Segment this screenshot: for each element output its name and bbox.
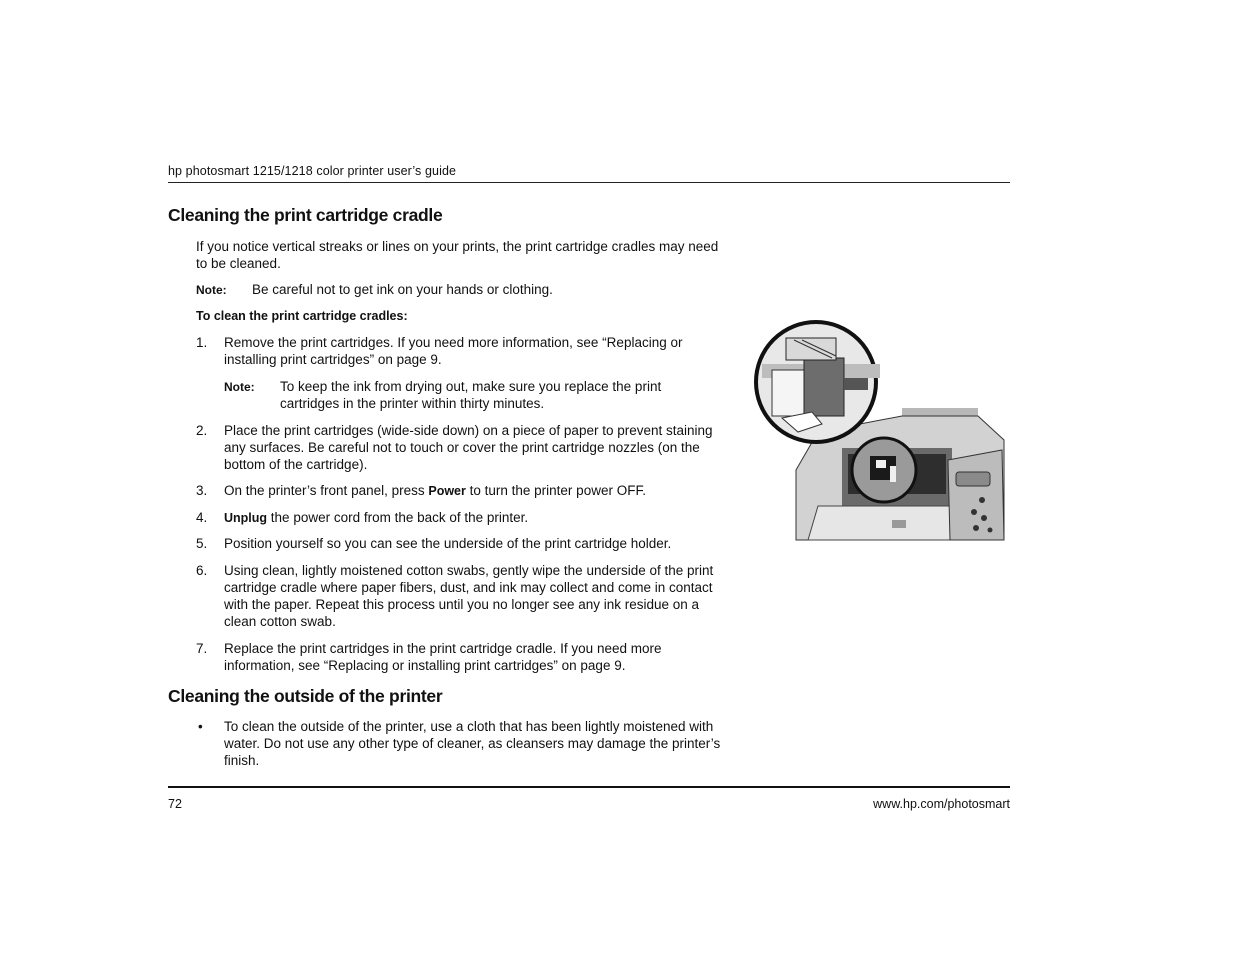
step-2-line-3: bottom of the cartridge). [224,457,368,472]
magnified-cradle-circle [756,322,880,442]
step-7-line-1: Replace the print cartridges in the print cartridge cradle. If you need more [224,641,662,656]
step-number: 4. [196,510,208,525]
step-3-text: On the printer’s front panel, press Power to turn the printer power OFF. [224,483,646,498]
step-4-text: Unplug the power cord from the back of the printer. [224,510,529,525]
outside-line-1: To clean the outside of the printer, use a cloth that has been lightly moistened with [224,719,714,734]
step-1-note-line-2: cartridges in the printer within thirty minutes. [280,396,545,411]
step-number: 5. [196,536,208,551]
cradle-detail-circle [852,438,916,502]
header-rule [168,182,1010,183]
section-heading-outside: Cleaning the outside of the printer [168,686,443,706]
footer-rule [168,786,1010,788]
step-1-note-label: Note: [224,380,255,394]
page-number: 72 [168,797,182,811]
step-6-line-4: clean cotton swab. [224,614,336,629]
step-6-line-1: Using clean, lightly moistened cotton swabs, gently wipe the underside of the print [224,563,714,578]
step-number: 7. [196,641,208,656]
step-2-line-2: any surfaces. Be careful not to touch or cover the print cartridge nozzles (on the [224,440,700,455]
control-panel [948,450,1004,540]
step-number: 2. [196,423,208,438]
step-1-line-2: installing print cartridges” on page 9. [224,352,442,367]
note-label: Note: [196,283,227,297]
step-7-line-2: information, see “Replacing or installing print cartridges” on page 9. [224,658,626,673]
procedure-title: To clean the print cartridge cradles: [196,309,408,323]
footer-url: www.hp.com/photosmart [873,797,1010,811]
running-header: hp photosmart 1215/1218 color printer user’s guide [168,164,457,178]
step-1-line-1: Remove the print cartridges. If you need more information, see “Replacing or [224,335,683,350]
note-text: Be careful not to get ink on your hands or clothing. [252,282,553,297]
outside-line-3: finish. [224,753,260,768]
step-number: 1. [196,335,208,350]
printer-cradle-illustration [752,320,1008,544]
step-1-note-line-1: To keep the ink from drying out, make sure you replace the print [280,379,662,394]
step-number: 3. [196,483,208,498]
intro-line-1: If you notice vertical streaks or lines on your prints, the print cartridge cradles may need [196,239,719,254]
bullet: • [198,719,203,734]
section-heading-cradle: Cleaning the print cartridge cradle [168,205,443,225]
step-2-line-1: Place the print cartridges (wide-side down) on a piece of paper to prevent staining [224,423,713,438]
step-5-line-1: Position yourself so you can see the underside of the print cartridge holder. [224,536,672,551]
step-6-line-2: cartridge cradle where paper fibers, dust, and ink may collect and come in contact [224,580,713,595]
step-number: 6. [196,563,208,578]
step-6-line-3: with the paper. Repeat this process until you no longer see any ink residue on a [224,597,700,612]
outside-line-2: water. Do not use any other type of cleaner, as cleansers may damage the printer’s [224,736,721,751]
power-key-label: Power [428,484,466,498]
intro-line-2: to be cleaned. [196,256,281,271]
